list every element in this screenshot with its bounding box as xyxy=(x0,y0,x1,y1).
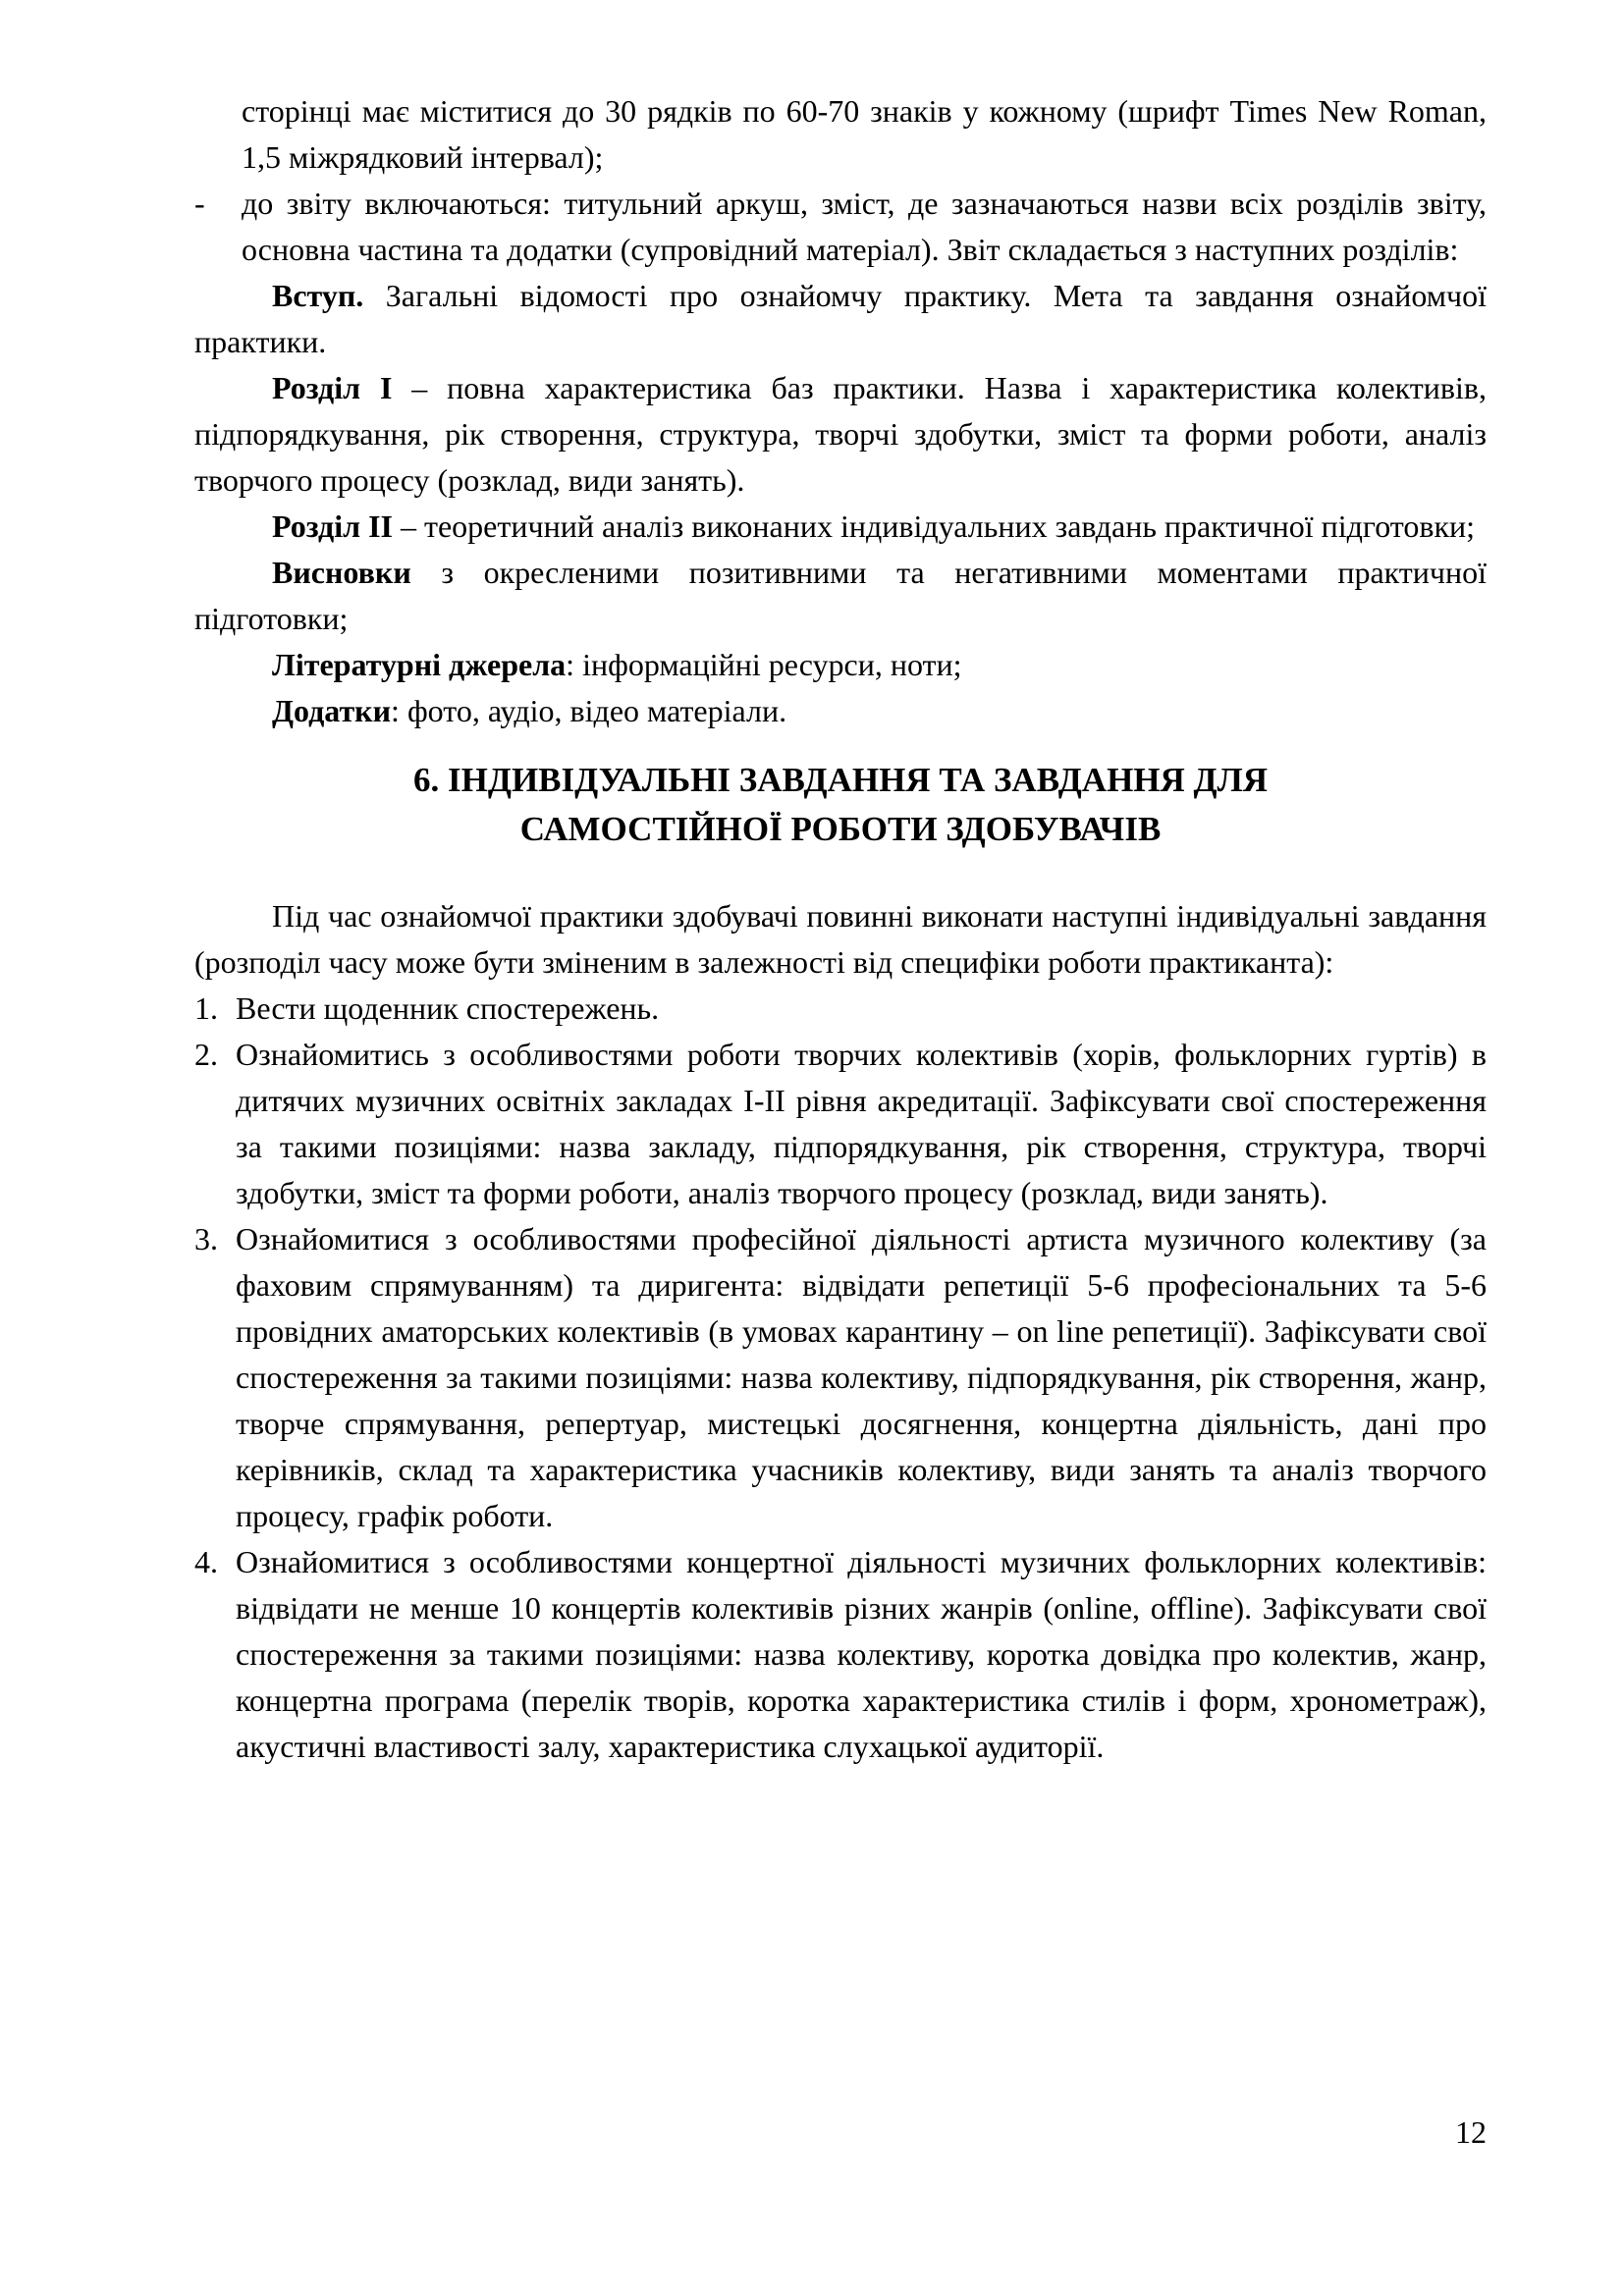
task-item-2 xyxy=(194,1032,1487,1216)
task-item-3 xyxy=(194,1216,1487,1539)
report-structure-intro-vstup xyxy=(194,273,1487,365)
structure-item-text: з окресленими позитивними та негативними моментами практичної підготовки; xyxy=(194,555,1487,636)
structure-item-lead: Літературні джерела xyxy=(272,647,567,682)
page-number: 12 xyxy=(1455,2114,1487,2150)
task-number: 1. xyxy=(194,990,218,1026)
structure-item-text: – теоретичний аналіз виконаних індивідуальних завдань практичної підготовки; xyxy=(392,508,1476,544)
task-number: 3. xyxy=(194,1221,218,1256)
document-text-block xyxy=(194,88,1487,1770)
task-item-4 xyxy=(194,1539,1487,1770)
task-text: Ознайомитись з особливостями роботи творчих колективів (хорів, фольклорних гуртів) в дитячих музичних освітніх закладах I-II рівня акредитації. Зафіксувати свої спостереження за такими позиціями: назва закладу, підпорядкування, рік створення, структура, творчі здобутки, зміст та форми роботи, аналіз творчого процесу (розклад, види занять). xyxy=(236,1037,1487,1210)
section-6-heading-line-1: 6. ІНДИВІДУАЛЬНІ ЗАВДАННЯ ТА ЗАВДАННЯ ДЛЯ xyxy=(413,761,1268,799)
report-requirements-continuation: сторінці має міститися до 30 рядків по 60-70 знаків у кожному (шрифт Times New Roman, 1,5 міжрядковий інтервал); xyxy=(242,93,1487,175)
structure-item-text: Загальні відомості про ознайомчу практику. Мета та завдання ознайомчої практики. xyxy=(194,278,1487,359)
structure-item-text: : фото, аудіо, відео матеріали. xyxy=(391,693,787,728)
section-6-intro-paragraph: Під час ознайомчої практики здобувачі повинні виконати наступні індивідуальні завдання (розподіл часу може бути зміненим в залежності від специфіки роботи практиканта): xyxy=(194,898,1487,980)
task-number: 2. xyxy=(194,1037,218,1072)
task-text: Ознайомитися з особливостями концертної діяльності музичних фольклорних колективів: відвідати не менше 10 концертів колективів різних жанрів (online, offline). Зафіксувати свої спостереження за такими позиціями: назва колективу, коротка довідка про колектив, жанр, концертна програма (перелік творів, коротка характеристика стилів і форм, хронометраж), акустичні властивості залу, характеристика слухацької аудиторії. xyxy=(236,1544,1487,1764)
structure-item-lead: Додатки xyxy=(272,693,392,728)
report-contents-text: до звіту включаються: титульний аркуш, зміст, де зазначаються назви всіх розділів звіту, основна частина та додатки (супровідний матеріал). Звіт складається з наступних розділів: xyxy=(242,186,1487,267)
report-structure-dodatky xyxy=(194,688,1487,734)
task-number: 4. xyxy=(194,1544,218,1579)
structure-item-text: – повна характеристика баз практики. Назва і характеристика колективів, підпорядкування, рік створення, структура, творчі здобутки, зміст та форми роботи, аналіз творчого процесу (розклад, види занять). xyxy=(194,370,1488,498)
task-item-1 xyxy=(194,986,1487,1032)
report-structure-literaturni-dzherela xyxy=(194,642,1487,688)
report-structure-rozdil-2 xyxy=(194,504,1487,550)
report-structure-vysnovky xyxy=(194,550,1487,642)
structure-item-lead: Вступ. xyxy=(272,278,364,313)
section-6-heading xyxy=(194,756,1487,854)
structure-item-text: : інформаційні ресурси, ноти; xyxy=(566,647,962,682)
task-text: Ознайомитися з особливостями професійної діяльності артиста музичного колективу (за фаховим спрямуванням) та диригента: відвідати репетиції 5-6 професіональних та 5-6 провідних аматорських колективів (в умовах карантину – on line репетиції). Зафіксувати свої спостереження за такими позиціями: назва колективу, підпорядкування, рік створення, жанр, творче спрямування, репертуар, мистецькі досягнення, концертна діяльність, дані про керівників, склад та характеристика учасників колективу, види занять та аналіз творчого процесу, графік роботи. xyxy=(236,1221,1487,1533)
report-structure-rozdil-1 xyxy=(194,365,1487,504)
report-contents-list-item xyxy=(194,181,1487,273)
dash-bullet: - xyxy=(194,186,205,221)
task-text: Вести щоденник спостережень. xyxy=(236,990,660,1026)
structure-item-lead: Розділ II xyxy=(272,508,393,544)
section-6-heading-line-2: САМОСТІЙНОЇ РОБОТИ ЗДОБУВАЧІВ xyxy=(519,810,1162,848)
structure-item-lead: Висновки xyxy=(272,555,411,590)
structure-item-lead: Розділ I xyxy=(272,370,393,405)
